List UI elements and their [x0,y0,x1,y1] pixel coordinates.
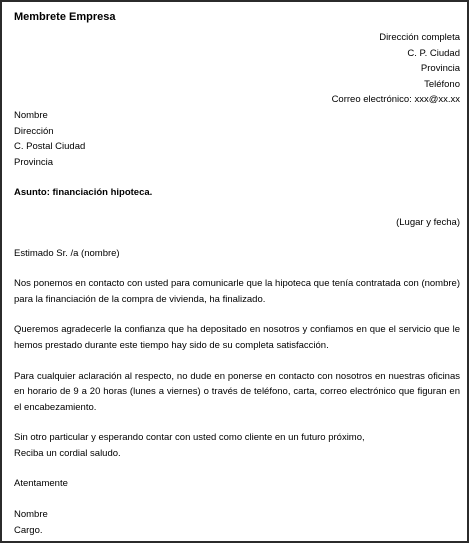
body-paragraph: Para cualquier aclaración al respecto, no dude en ponerse en contacto con nosotros en nuestras oficinas en horario de 9 a 20 horas (lunes a viernes) o través de teléfono, carta, correo electrónico que figuran en el encabezamiento. [14,370,460,413]
sign-off: Atentamente [14,478,68,490]
subject-line: Asunto: financiación hipoteca. [14,187,153,199]
signature-line: Cargo. [14,524,43,536]
recipient-address-line: Provincia [14,156,54,168]
closing-paragraph [14,430,460,461]
salutation: Estimado Sr. /a (nombre) [14,247,120,259]
sender-address-line: Provincia [420,63,460,75]
body-paragraph: Queremos agradecerle la confianza que ha depositado en nosotros y confiamos en que el servicio que le hemos prestado durante este tiempo hay sido de su completa satisfacción. [14,324,460,351]
recipient-address-line: Dirección [14,125,54,137]
closing-line: Sin otro particular y esperando contar con usted como cliente en un futuro próximo, [14,432,365,444]
signature-block [14,507,460,538]
place-date: (Lugar y fecha) [396,216,460,228]
recipient-address [14,108,460,170]
sender-address-line: Teléfono [424,78,460,90]
closing-line: Reciba un cordial saludo. [14,447,121,459]
recipient-address-line: Nombre [14,109,48,121]
letterhead-title: Membrete Empresa [14,11,116,23]
sender-address-line: Correo electrónico: xxx@xx.xx [331,94,460,106]
sender-address [14,30,460,108]
body-paragraph: Nos ponemos en contacto con usted para comunicarle que la hipoteca que tenía contratada con (nombre) para la financiación de la compra de vivienda, ha finalizado. [14,278,460,305]
signature-line: Nombre [14,509,48,521]
sender-address-line: Dirección completa [379,32,460,43]
sender-address-line: C. P. Ciudad [407,47,460,59]
recipient-address-line: C. Postal Ciudad [14,141,86,153]
letter-body [14,10,460,538]
